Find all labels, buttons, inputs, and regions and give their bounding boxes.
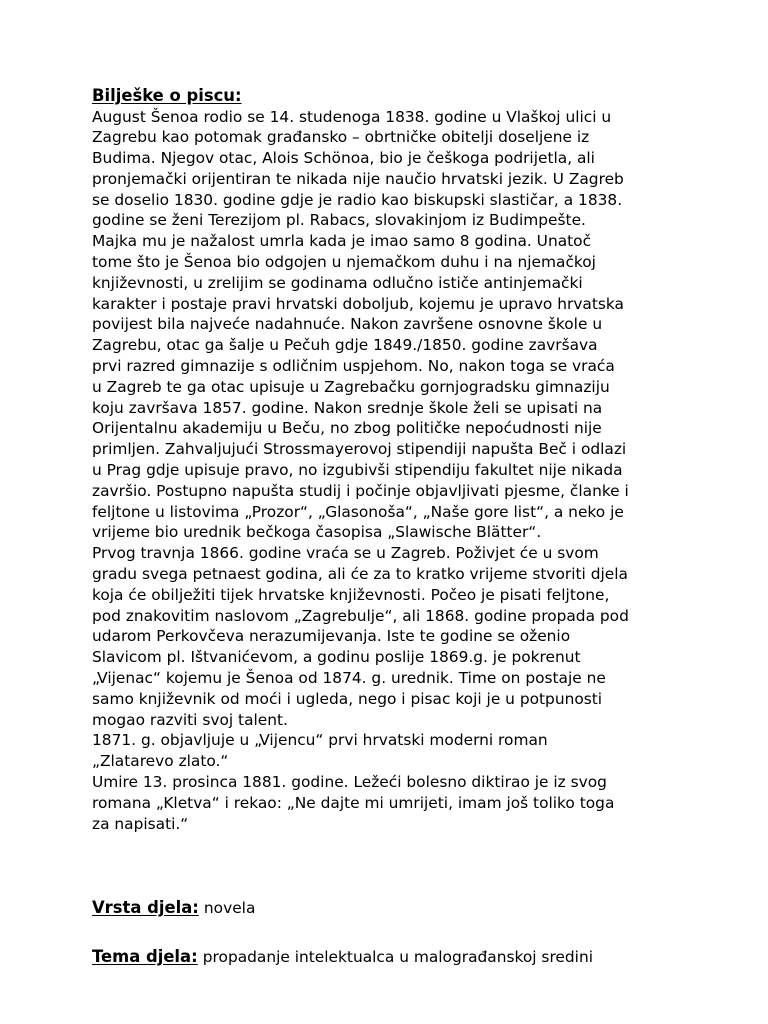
body-line: pod znakovitim naslovom „Zagrebulje“, ali 1868. godine propada pod xyxy=(92,606,629,625)
body-line: Zagrebu, otac ga šalje u Pečuh gdje 1849./1850. godine završava xyxy=(92,336,598,355)
work-type-label: Vrsta djela: xyxy=(92,898,199,917)
work-theme-row xyxy=(92,947,593,966)
body-line: Majka mu je nažalost umrla kada je imao samo 8 godina. Unatoč xyxy=(92,232,592,251)
work-type-value: novela xyxy=(203,899,256,917)
body-line: vrijeme bio urednik bečkoga časopisa „Slawische Blätter“. xyxy=(92,523,542,542)
body-line: gradu svega petnaest godina, ali će za to kratko vrijeme stvoriti djela xyxy=(92,565,628,584)
body-line: se doselio 1830. godine gdje je radio kao biskupski slastičar, a 1838. xyxy=(92,190,623,209)
body-line: književnosti, u zrelijim se godinama odlučno ističe antinjemački xyxy=(92,273,583,292)
body-line: karakter i postaje pravi hrvatski doboljub, kojemu je upravo hrvatska xyxy=(92,294,624,313)
body-line: August Šenoa rodio se 14. studenoga 1838. godine u Vlaškoj ulici u xyxy=(92,107,612,126)
body-line: primljen. Zahvaljujući Strossmayerovoj stipendiji napušta Beč i odlazi xyxy=(92,440,627,459)
body-line: prvi razred gimnazije s odličnim uspjehom. No, nakon toga se vraća xyxy=(92,357,615,376)
body-line: Budima. Njegov otac, Alois Schönoa, bio je češkoga podrijetla, ali xyxy=(92,149,595,168)
body-line: feljtone u listovima „Prozor“, „Glasonoša“, „Naše gore list“, a neko je xyxy=(92,502,624,521)
work-type-row xyxy=(92,898,255,917)
body-line: Orijentalnu akademiju u Beču, no zbog političke nepoćudnosti nije xyxy=(92,419,602,438)
body-line: povijest bila najveće nadahnuće. Nakon završene osnovne škole u xyxy=(92,315,603,334)
body-line: udarom Perkovčeva nerazumijevanja. Iste te godine se oženio xyxy=(92,627,571,646)
body-line: samo književnik od moći i ugleda, nego i pisac koji je u potpunosti xyxy=(92,689,603,708)
body-line: „Vijenac“ kojemu je Šenoa od 1874. g. urednik. Time on postaje ne xyxy=(92,669,606,688)
work-theme-label: Tema djela: xyxy=(92,947,198,966)
body-line: Prvog travnja 1866. godine vraća se u Zagreb. Poživjet će u svom xyxy=(92,544,599,563)
body-line: 1871. g. objavljuje u „Vijencu“ prvi hrvatski moderni roman xyxy=(92,731,548,750)
author-notes-heading: Bilješke o piscu: xyxy=(92,86,242,105)
body-line: „Zlatarevo zlato.“ xyxy=(92,752,229,771)
body-line: u Zagreb te ga otac upisuje u Zagrebačku gornjogradsku gimnaziju xyxy=(92,377,610,396)
body-line: tome što je Šenoa bio odgojen u njemačkom duhu i na njemačkoj xyxy=(92,253,596,272)
author-notes-body xyxy=(92,107,692,835)
work-theme-value: propadanje intelektualca u malograđanskoj sredini xyxy=(202,948,593,966)
body-line: Slavicom pl. Ištvanićevom, a godinu poslije 1869.g. je pokrenut xyxy=(92,648,581,667)
body-line: koja će obilježiti tijek hrvatske književnosti. Počeo je pisati feljtone, xyxy=(92,585,610,604)
author-notes-section xyxy=(92,86,692,834)
body-line: koju završava 1857. godine. Nakon srednje škole želi se upisati na xyxy=(92,398,603,417)
body-line: romana „Kletva“ i rekao: „Ne dajte mi umrijeti, imam još toliko toga xyxy=(92,793,615,812)
body-line: za napisati.“ xyxy=(92,814,189,833)
body-line: Umire 13. prosinca 1881. godine. Ležeći bolesno diktirao je iz svog xyxy=(92,773,607,791)
body-line: pronjemački orijentiran te nikada nije naučio hrvatski jezik. U Zagreb xyxy=(92,169,624,188)
body-line: Zagrebu kao potomak građansko – obrtničke obitelji doseljene iz xyxy=(92,128,590,147)
body-line: mogao razviti svoj talent. xyxy=(92,710,288,729)
body-line: završio. Postupno napušta studij i počinje objavljivati pjesme, članke i xyxy=(92,481,629,500)
body-line: u Prag gdje upisuje pravo, no izgubivši stipendiju fakultet nije nikada xyxy=(92,461,623,480)
body-line: godine se ženi Terezijom pl. Rabacs, slovakinjom iz Budimpešte. xyxy=(92,211,586,230)
